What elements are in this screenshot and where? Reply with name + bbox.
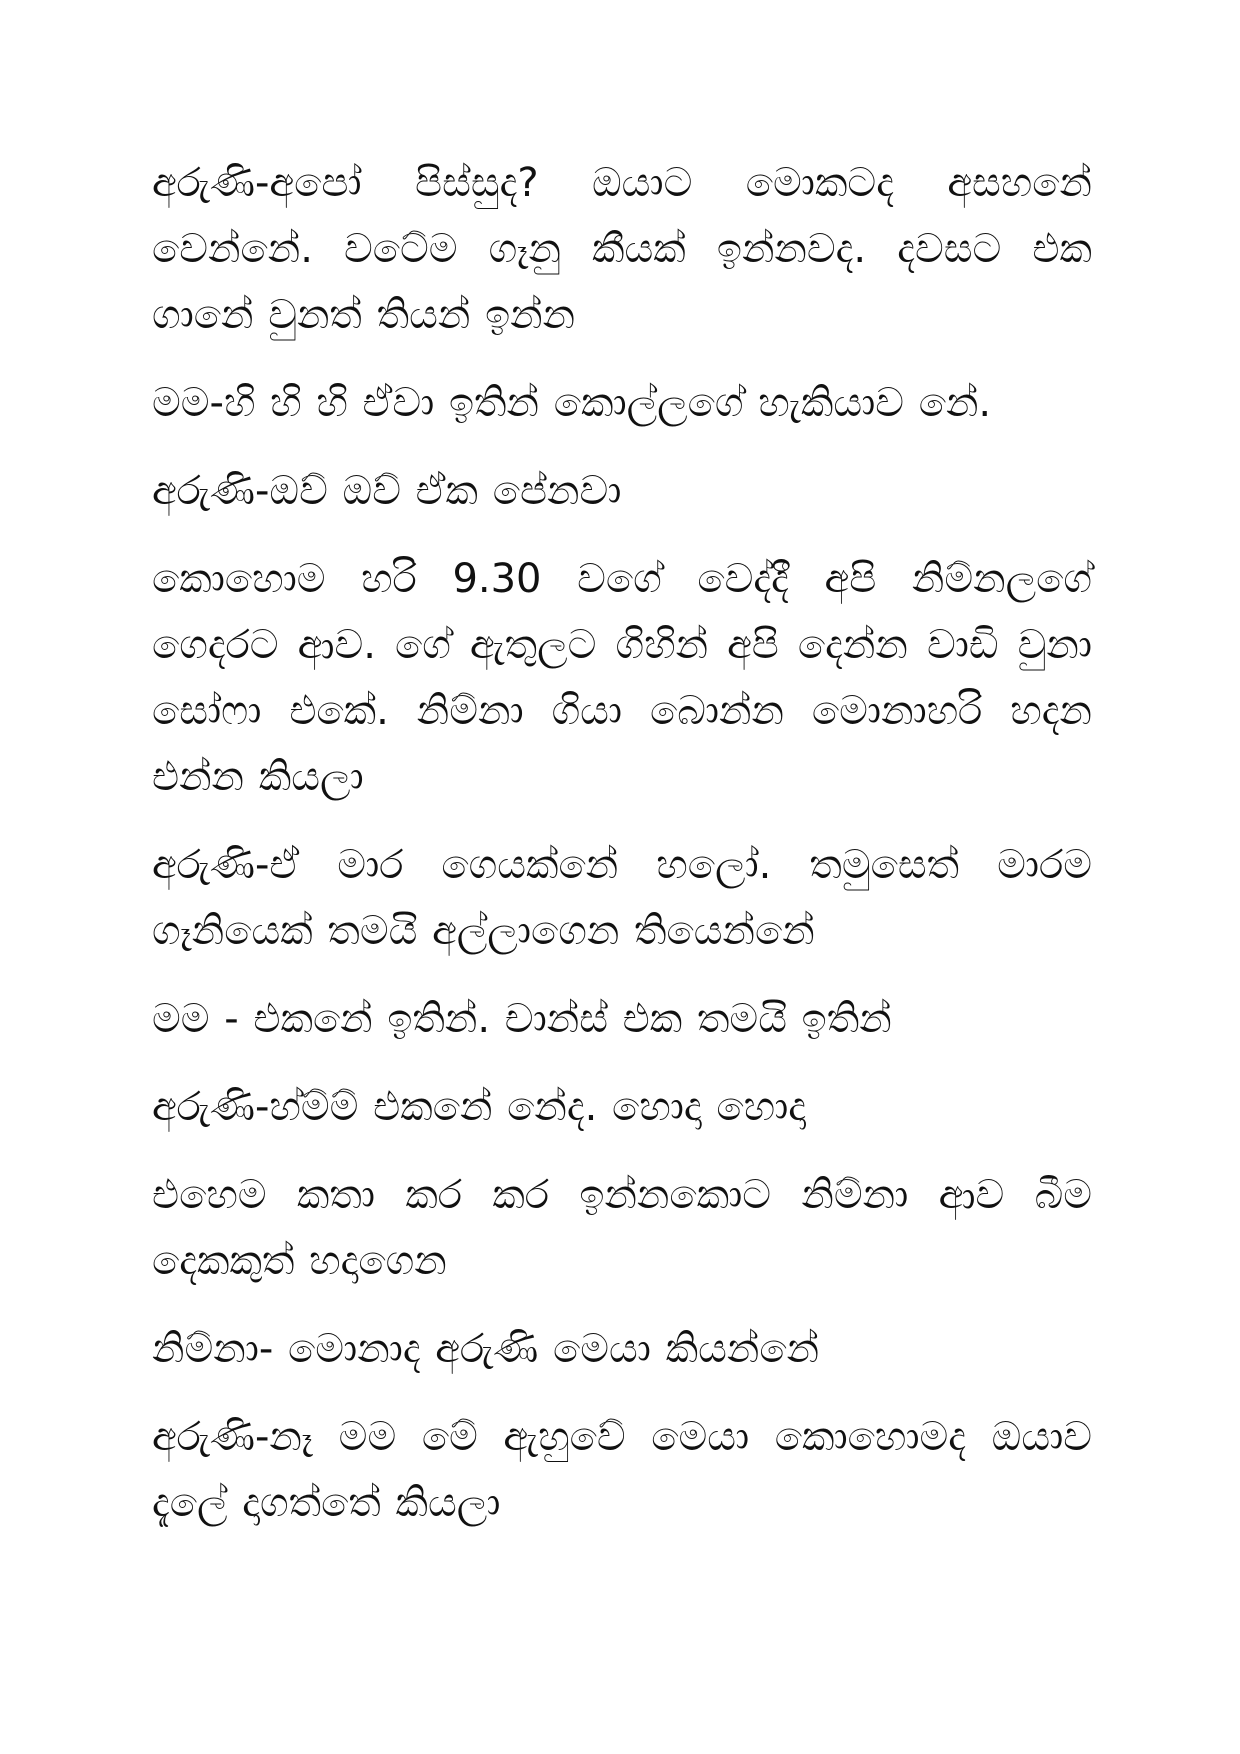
- paragraph-7: අරුණි-හ්ම්ම් එකනේ නේද. හොදා හොදා: [152, 1084, 807, 1130]
- paragraph-4: කොහොම හරි 9.30 වගේ වෙද්දී අපි නිම්නලගේ ගෙදරට ආව. ගේ ඇතුලට ගිහින් අපි දෙන්න වාඩි වුනා සෝෆා එකේ. නිම්නා ගියා බොන්න මොනාහරි හදන එන්න කියලා: [152, 556, 1092, 800]
- paragraph-10: අරුණි-නෑ මම මේ ඇහුවේ මෙයා කොහොමද ඔයාව දැලේ දාගත්තේ කියලා: [152, 1414, 1092, 1526]
- paragraph-1: අරුණි-අපෝ පිස්සුද? ඔයාට මොකටද අසහනේ වෙන්නේ. වටේම ගෑනු කීයක් ඉන්නවද. දවසට එක ගානේ වුනත් තියන් ඉන්න: [152, 160, 1092, 338]
- paragraph-9: නිම්නා- මොනාද අරුණි මෙයා කියන්නේ: [152, 1326, 820, 1372]
- paragraph-2: මම-හි හි හි ඒවා ඉතින් කොල්ලගේ හැකියාව නේ.: [152, 380, 992, 426]
- paragraph-8: එහෙම කතා කර කර ඉන්නකොට නිම්නා ආව බීම දෙකකුත් හදාගෙන: [152, 1172, 1092, 1284]
- paragraph-5: අරුණි-ඒ මාර ගෙයක්නේ හලෝ. තමුසෙත් මාරම ගෑනියෙක් තමයි අල්ලාගෙන තියෙන්නේ: [152, 842, 1092, 954]
- body-text: [152, 150, 1092, 1558]
- paragraph-3: අරුණි-ඔව් ඔව් ඒක පේනවා: [152, 468, 622, 514]
- paragraph-6: මම - එකනේ ඉතින්. චාන්ස් එක තමයි ඉතින්: [152, 996, 892, 1042]
